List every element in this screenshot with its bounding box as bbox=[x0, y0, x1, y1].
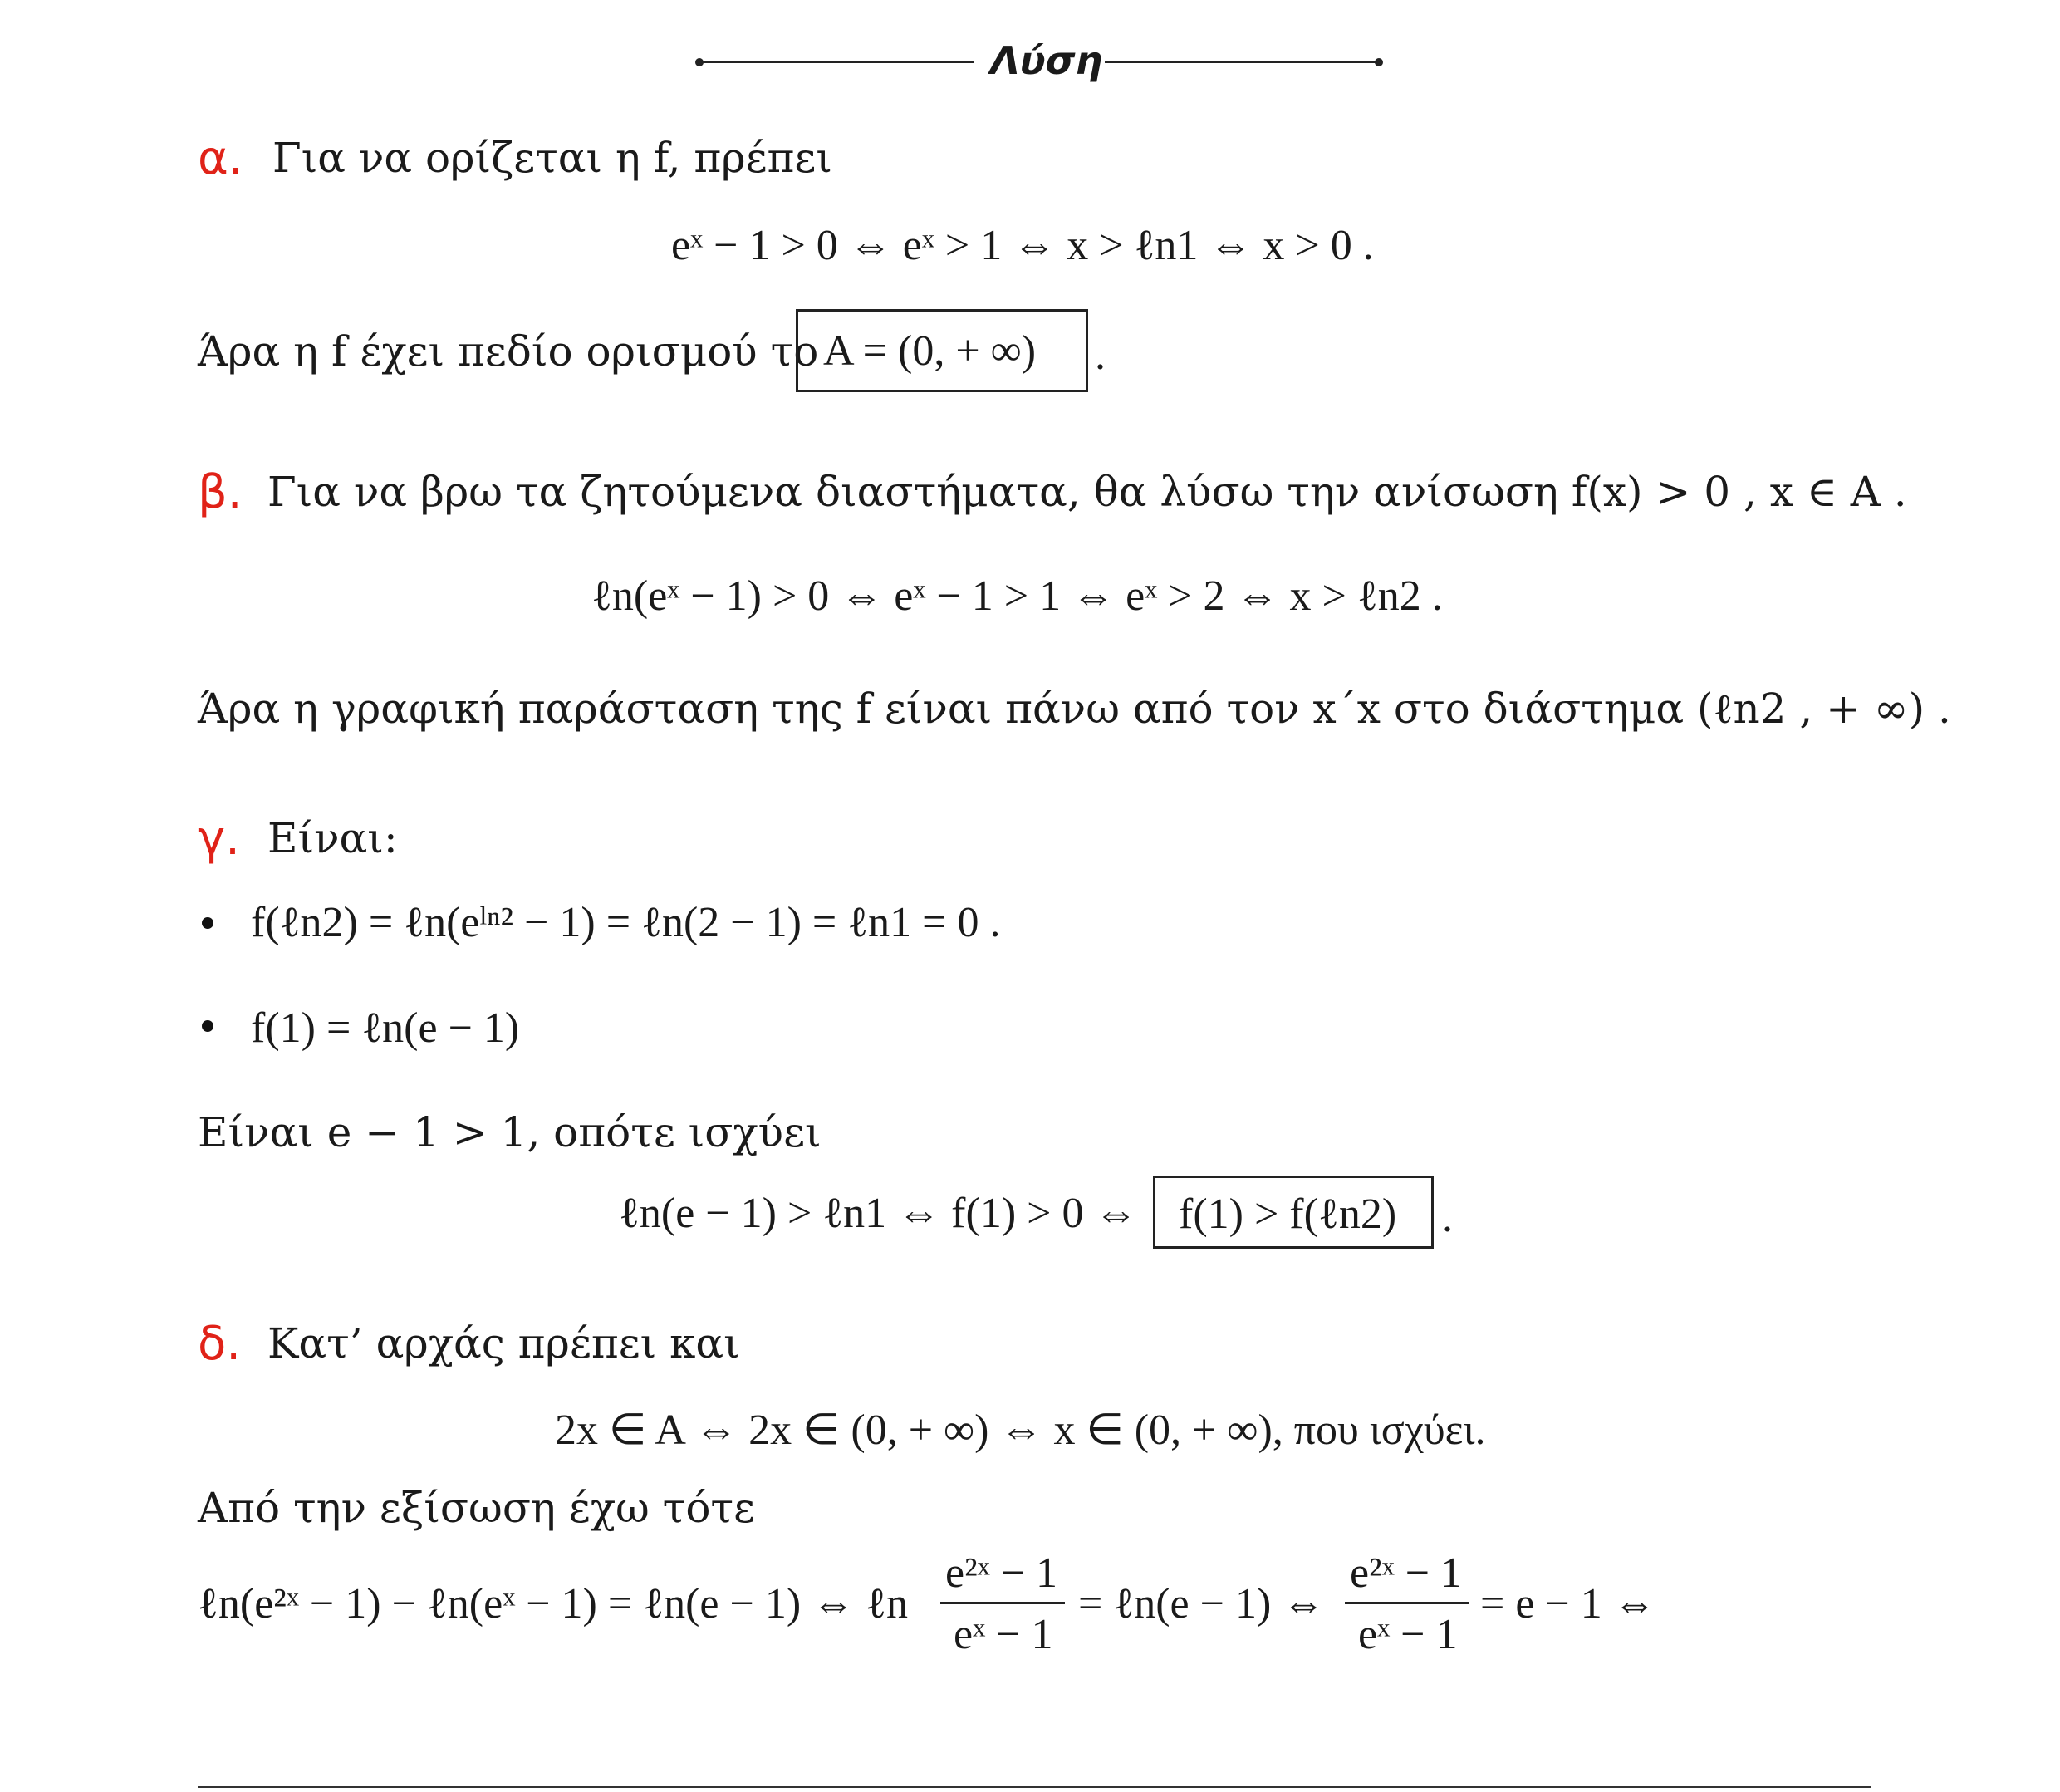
part-a-equation: eˣ − 1 > 0 ⇔ eˣ > 1 ⇔ x > ℓn1 ⇔ x > 0 . bbox=[671, 222, 1374, 269]
part-c-boxed-text: f(1) > f(ℓn2) bbox=[1179, 1191, 1397, 1238]
part-a-label: α. bbox=[198, 131, 243, 185]
fraction-1-denominator: eˣ − 1 bbox=[954, 1611, 1053, 1658]
part-c-line: Είναι e − 1 > 1, οπότε ισχύει bbox=[198, 1108, 822, 1156]
part-a-end-dot: . bbox=[1095, 331, 1106, 379]
part-c-equation: ℓn(e − 1) > ℓn1 ⇔ f(1) > 0 ⇔ bbox=[619, 1190, 1138, 1237]
part-c-end-dot: . bbox=[1442, 1194, 1453, 1241]
part-d-eq2-right: = e − 1 ⇔ bbox=[1480, 1580, 1656, 1628]
page-title: Λύση bbox=[990, 38, 1103, 83]
header-right-rule bbox=[1105, 61, 1379, 63]
part-a-boxed-text: A = (0, + ∞) bbox=[823, 327, 1037, 375]
part-c-intro: Είναι: bbox=[267, 814, 398, 862]
fraction-1-numerator: e²ˣ − 1 bbox=[945, 1549, 1058, 1597]
part-a-conclusion: Άρα η f έχει πεδίο ορισμού το bbox=[198, 327, 819, 376]
part-c-bullet2: f(1) = ℓn(e − 1) bbox=[251, 1004, 520, 1052]
part-d-equation: 2x ∈ A ⇔ 2x ∈ (0, + ∞) ⇔ x ∈ (0, + ∞), που ισχύει. bbox=[555, 1407, 1486, 1454]
part-b-intro: Για να βρω τα ζητούμενα διαστήματα, θα λύσω την ανίσωση f(x) > 0 , x ∈ A . bbox=[267, 468, 1907, 516]
fraction-2-numerator: e²ˣ − 1 bbox=[1350, 1549, 1463, 1597]
fraction-2-bar bbox=[1345, 1602, 1469, 1604]
fraction-2-denominator: eˣ − 1 bbox=[1358, 1611, 1458, 1658]
part-a-intro: Για να ορίζεται η f, πρέπει bbox=[272, 134, 832, 182]
part-d-label: δ. bbox=[198, 1317, 242, 1371]
header-right-dot bbox=[1375, 58, 1383, 66]
part-b-conclusion: Άρα η γραφική παράσταση της f είναι πάνω από τον x΄x στο διάστημα (ℓn2 , + ∞) . bbox=[198, 685, 1951, 733]
part-c-label: γ. bbox=[198, 812, 240, 866]
part-b-equation: ℓn(eˣ − 1) > 0 ⇔ eˣ − 1 > 1 ⇔ eˣ > 2 ⇔ x > ℓn2 . bbox=[591, 572, 1443, 620]
footer-rule bbox=[198, 1786, 1871, 1788]
bullet-2 bbox=[202, 1020, 213, 1032]
header-left-rule bbox=[699, 61, 974, 63]
part-b-label: β. bbox=[198, 465, 243, 519]
part-d-intro: Κατ’ αρχάς πρέπει και bbox=[267, 1319, 740, 1367]
part-d-line: Από την εξίσωση έχω τότε bbox=[198, 1484, 755, 1532]
part-c-bullet1: f(ℓn2) = ℓn(eˡⁿ² − 1) = ℓn(2 − 1) = ℓn1 = 0 . bbox=[251, 899, 1001, 946]
part-c-boxed-answer bbox=[1153, 1176, 1434, 1249]
part-a-boxed-answer bbox=[796, 309, 1088, 392]
part-d-eq2-mid: = ℓn(e − 1) ⇔ bbox=[1078, 1580, 1326, 1628]
fraction-1-bar bbox=[940, 1602, 1065, 1604]
bullet-1 bbox=[202, 917, 213, 929]
part-d-eq2-left: ℓn(e²ˣ − 1) − ℓn(eˣ − 1) = ℓn(e − 1) ⇔ ℓn bbox=[198, 1580, 909, 1628]
